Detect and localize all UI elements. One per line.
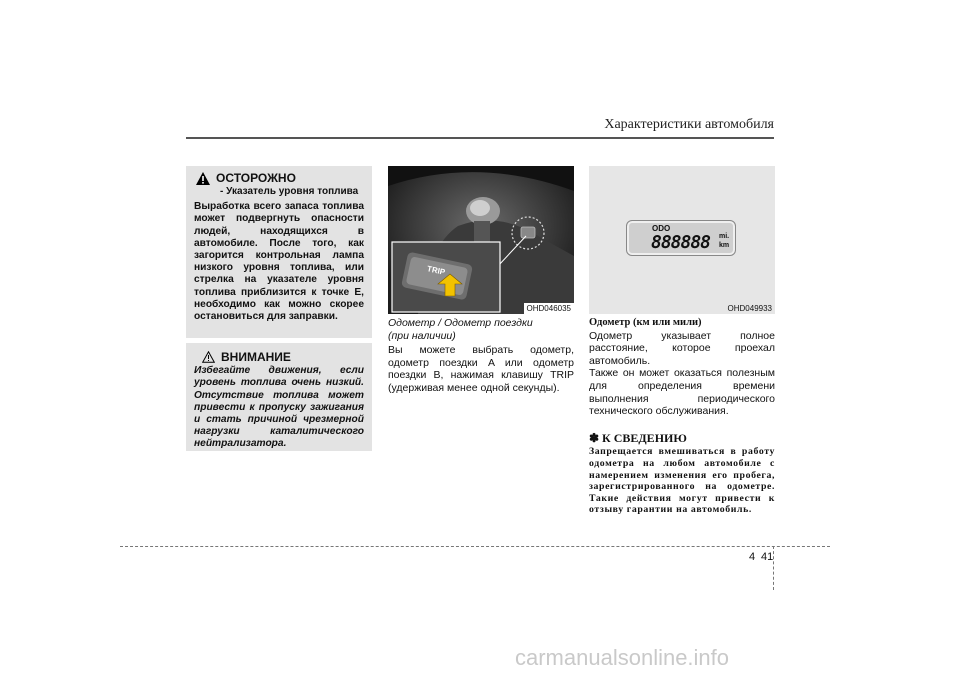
trip-button-photo [388, 166, 574, 314]
note-body: Запрещается вмешиваться в работу одометра на любом автомобиле с намерением изменения его пробега, зарегистрированного на одометре. Такие действия могут привести к отзыву гарантии на автомобиль. [589, 446, 775, 516]
warning-subtitle: - Указатель уровня топлива [220, 186, 359, 197]
figure1-code: OHD046035 [524, 303, 574, 314]
dashboard-illustration [388, 166, 574, 314]
odometer-label: ODO [652, 224, 671, 233]
page-number-value: 41 [761, 551, 774, 563]
page-number [749, 551, 774, 563]
warning-title [196, 172, 364, 185]
odometer-trip-section [388, 317, 574, 395]
caution-text: Избегайте движения, если уровень топлива очень низкий. Отсутствие топлива может привести к пропуску зажигания и стать причиной чрезмерной нагрузки каталитического нейтрализатора. [194, 365, 364, 450]
page-header-title: Характеристики автомобиля [604, 117, 774, 132]
odometer-trip-heading-1: Одометр / Одометр поездки [388, 317, 533, 329]
watermark: carmanualsonline.info [515, 645, 730, 670]
odometer-trip-body: Вы можете выбрать одометр, одометр поездки A или одометр поездки B, нажимая клавишу TRIP (удерживая менее одной секунды). [388, 344, 574, 394]
trip-button-label: TRIP [426, 264, 446, 277]
odometer-body-1: Одометр указывает полное расстояние, которое проехал автомобиль. [589, 329, 775, 367]
warning-box [186, 166, 372, 338]
footer-divider [120, 546, 830, 547]
header-divider [186, 137, 774, 139]
caution-box [186, 343, 372, 451]
odometer-unit-km: km [719, 242, 730, 249]
warning-triangle-icon [196, 172, 210, 185]
warning-title-text: ОСТОРОЖНО [216, 171, 296, 186]
odometer-trip-heading-2: (при наличии) [388, 329, 456, 342]
odometer-heading: Одометр (км или мили) [589, 317, 702, 328]
odometer-digits: 888888 [651, 232, 711, 253]
odometer-lcd [626, 220, 736, 256]
odometer-body-2: Также он может оказаться полезным для определения времени выполнения периодического технического обслуживания. [589, 367, 775, 418]
caution-title [194, 351, 364, 363]
caution-title-text: ВНИМАНИЕ [221, 350, 291, 364]
caution-triangle-icon [202, 351, 215, 363]
odometer-section [589, 317, 775, 516]
odometer-display-figure [589, 166, 775, 314]
note-title: ✽ К СВЕДЕНИЮ [589, 430, 687, 445]
chapter-number: 4 [749, 551, 756, 563]
warning-text: Выработка всего запаса топлива может подвергнуть опасности людей, находящихся в автомобиле. После того, как загорится контрольная лампа низкого уровня топлива, или стрелка на указателе уровня топлива приблизится к точке E, необходимо как можно скорее остановиться для заправки. [194, 201, 364, 323]
figure2-code: OHD049933 [727, 304, 772, 313]
odometer-unit-miles: mi. [719, 233, 730, 240]
